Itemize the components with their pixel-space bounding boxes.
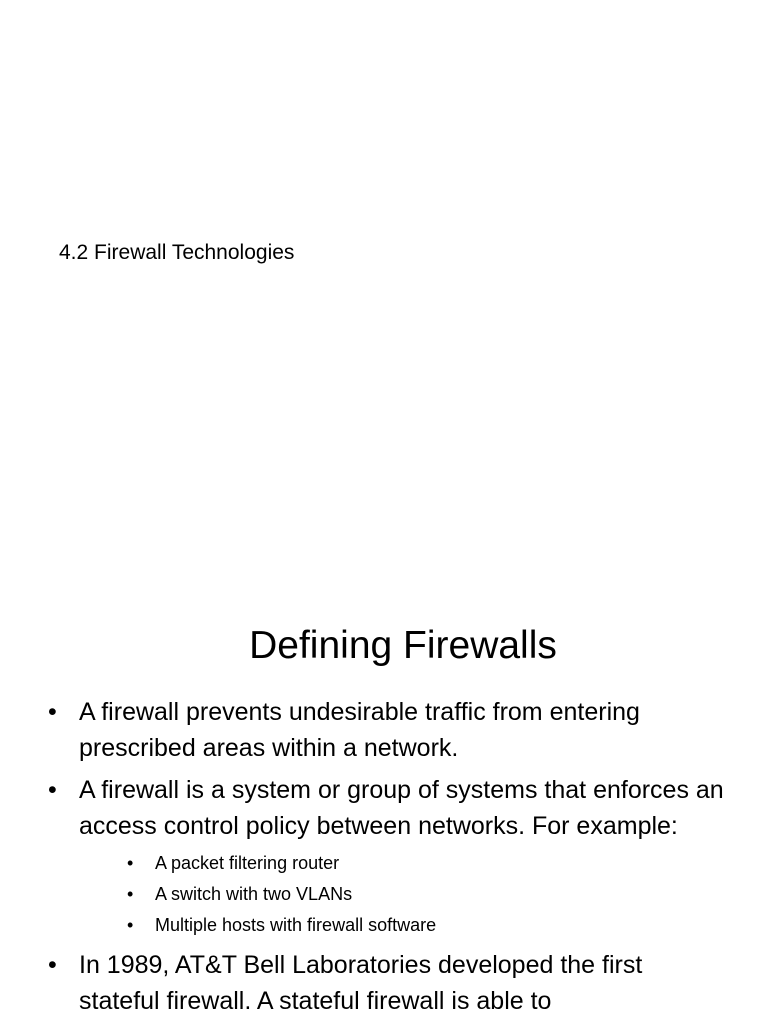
bullet-dot-icon: • xyxy=(48,951,57,979)
sub-bullet-text: A switch with two VLANs xyxy=(155,884,353,904)
bullet-dot-icon: • xyxy=(48,698,57,726)
slide-title: Defining Firewalls xyxy=(249,624,557,667)
bullet-text: In 1989, AT&T Bell Laboratories developed the first stateful firewall. A stateful firewall is able to xyxy=(79,951,643,1015)
bullet-item xyxy=(0,947,729,1019)
bullet-dot-icon: • xyxy=(48,776,57,804)
sub-bullet-text: Multiple hosts with firewall software xyxy=(155,915,437,935)
bullet-list xyxy=(0,694,768,1024)
sub-bullet-text: A packet filtering router xyxy=(155,853,340,873)
sub-bullet-item xyxy=(0,848,729,879)
slide-defining-firewalls xyxy=(0,576,768,1024)
section-label: 4.2 Firewall Technologies xyxy=(59,241,295,264)
bullet-text: A firewall is a system or group of systems that enforces an access control policy between networks. For example: xyxy=(79,776,724,840)
sub-bullet-dot-icon: • xyxy=(127,884,134,904)
bullet-item xyxy=(0,772,729,941)
sub-bullet-dot-icon: • xyxy=(127,853,134,873)
sub-bullet-item xyxy=(0,910,729,941)
sub-bullet-dot-icon: • xyxy=(127,915,134,935)
bullet-text: A firewall prevents undesirable traffic from entering prescribed areas within a network. xyxy=(79,698,640,762)
sub-bullet-item xyxy=(0,879,729,910)
bullet-item xyxy=(0,694,729,766)
sub-bullet-list xyxy=(79,848,729,941)
